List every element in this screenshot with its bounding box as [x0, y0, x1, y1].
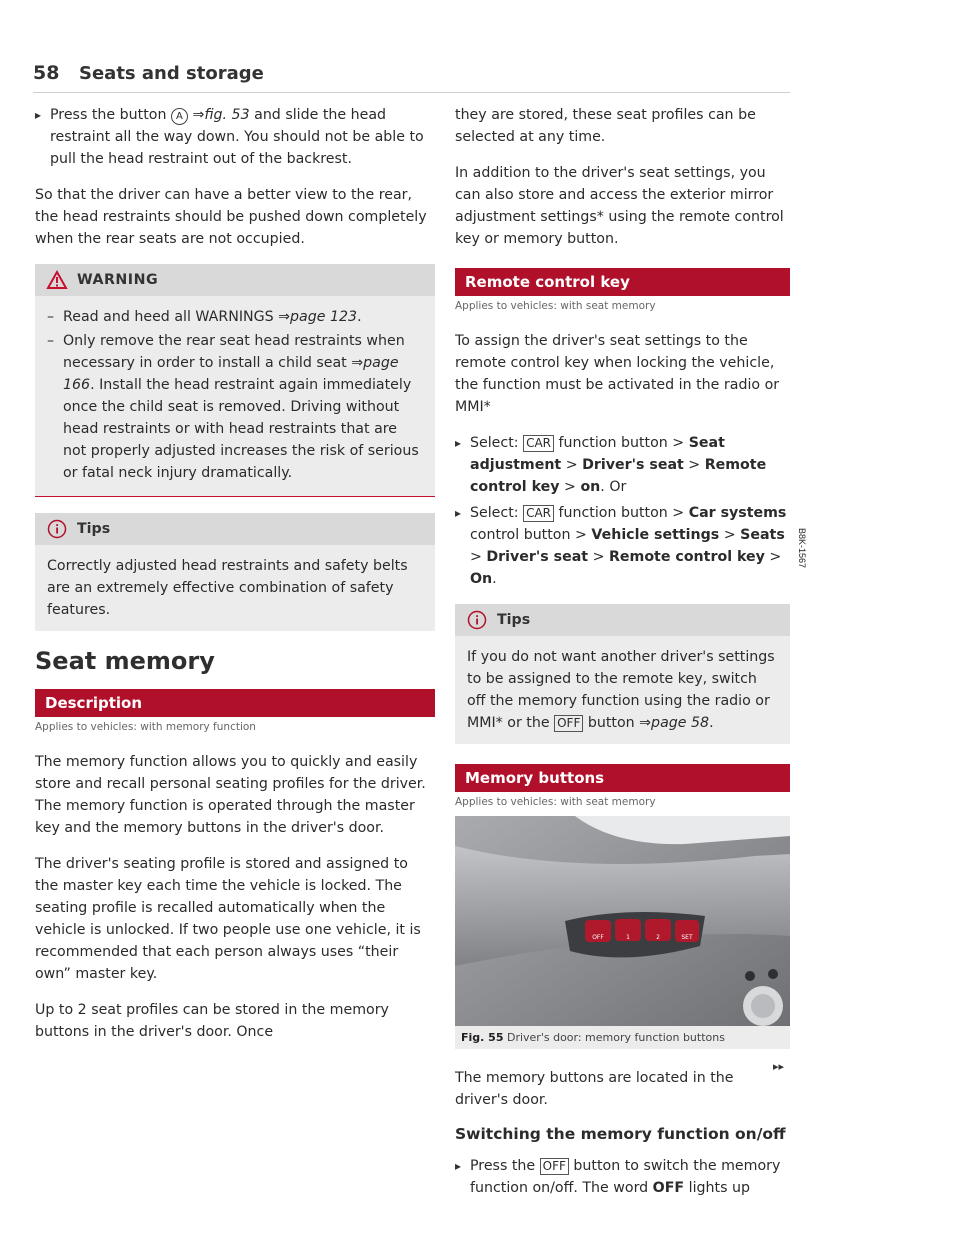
- warning-title: WARNING: [77, 272, 159, 288]
- instruction-bullet: [455, 1155, 790, 1199]
- warning-body: [35, 296, 435, 496]
- text: Press the button: [50, 107, 171, 123]
- car-key-label: CAR: [523, 505, 554, 522]
- memory-2-button-label: 2: [656, 934, 660, 941]
- menu-path: Driver's seat: [582, 457, 684, 473]
- info-icon: [47, 519, 67, 539]
- tips-box: [455, 604, 790, 744]
- circle-a-label: A: [171, 108, 188, 125]
- right-column: [455, 104, 807, 1213]
- text: and slide the head restraint all the way down. You should not be able to pull the head restraint out of the backrest.: [50, 107, 424, 167]
- tips-title: Tips: [497, 612, 531, 628]
- paragraph: The memory function allows you to quickly and easily store and recall personal seating profiles for the driver. The memory function is operated through the master key and the memory buttons in the driver's door.: [35, 754, 426, 836]
- section-title: Seats and storage: [79, 63, 264, 84]
- tips-header: [455, 604, 790, 636]
- text: >: [559, 479, 581, 495]
- memory-button-labels: [585, 934, 699, 941]
- menu-path: On: [470, 571, 493, 587]
- applies-to-note: Applies to vehicles: with memory function: [35, 721, 256, 733]
- text: function button >: [554, 435, 689, 451]
- paragraph: To assign the driver's seat settings to the remote control key when locking the vehicle, the function must be activated in the radio or MMI*: [455, 333, 780, 415]
- menu-path: Vehicle settings: [591, 527, 720, 543]
- text: Press the: [470, 1158, 540, 1174]
- off-key-label: OFF: [554, 715, 583, 732]
- section-heading: Seat memory: [35, 647, 215, 675]
- text: .: [709, 715, 714, 731]
- text: lights up: [684, 1180, 750, 1196]
- off-button-label: OFF: [592, 934, 604, 941]
- instruction-bullet: [455, 432, 790, 498]
- subsection-bar-remote-control-key: Remote control key: [455, 268, 790, 296]
- warning-box: [35, 264, 435, 497]
- tips-title: Tips: [77, 521, 111, 537]
- figure-caption: [455, 1026, 790, 1049]
- text: . Or: [600, 479, 627, 495]
- applies-to-note: Applies to vehicles: with seat memory: [455, 796, 656, 808]
- menu-path: Seats: [740, 527, 785, 543]
- paragraph: In addition to the driver's seat settings, you can also store and access the exterior mirror adjustment settings* using the remote control key or memory button.: [455, 165, 784, 247]
- page-reference-link[interactable]: ⇒page 123: [278, 309, 358, 325]
- text: .: [492, 571, 497, 587]
- warning-header: [35, 264, 435, 296]
- text: Only remove the rear seat head restraints when necessary in order to install a child seat: [63, 333, 405, 371]
- paragraph: they are stored, these seat profiles can be selected at any time.: [455, 107, 756, 145]
- menu-path: on: [580, 479, 601, 495]
- page-number: 58: [33, 62, 60, 84]
- text: .: [357, 309, 362, 325]
- paragraph: Up to 2 seat profiles can be stored in the memory buttons in the driver's door. Once: [35, 1002, 389, 1040]
- text: Driver's door: memory function buttons: [506, 1031, 725, 1044]
- tips-text: Correctly adjusted head restraints and safety belts are an extremely effective combination of safety features.: [47, 558, 408, 618]
- menu-path: Driver's seat: [486, 549, 589, 565]
- text: Read and heed all WARNINGS: [63, 309, 279, 325]
- text: If you do not want another driver's settings to be assigned to the remote key, switch off the memory function using the radio or MMI* or the: [467, 649, 775, 731]
- text: >: [470, 549, 487, 565]
- menu-path: Seat adjustment: [470, 435, 725, 473]
- tips-header: [35, 513, 435, 545]
- menu-path: Remote control key: [608, 549, 765, 565]
- instruction-bullet: [455, 502, 790, 590]
- text: Select:: [470, 505, 524, 521]
- text: >: [683, 457, 705, 473]
- text: button: [583, 715, 640, 731]
- text: . Install the head restraint again immediately once the child seat is removed. Driving without head restraints or with head restraints that are not properly adjusted increases the risk of serious or fatal neck injury dramatically.: [63, 377, 419, 481]
- menu-path: Car systems: [688, 505, 787, 521]
- page-reference-link[interactable]: ⇒page 166: [63, 355, 399, 393]
- page-header: [33, 62, 790, 93]
- set-button-label: SET: [681, 934, 693, 941]
- bold-text: OFF: [652, 1180, 685, 1196]
- paragraph: The driver's seating profile is stored and assigned to the master key each time the vehicle is locked. The seating profile is recalled automatically when the vehicle is unlocked. If two people use one vehicle, it is recommended that each person always uses “their own” master key.: [35, 856, 421, 982]
- applies-to-note: Applies to vehicles: with seat memory: [455, 300, 656, 312]
- subsection-bar-description: Description: [35, 689, 435, 717]
- off-key-label: OFF: [540, 1158, 569, 1175]
- warning-item: [47, 306, 423, 328]
- figure-label: Fig. 55: [461, 1031, 504, 1044]
- paragraph: So that the driver can have a better view to the rear, the head restraints should be pushed down completely when the rear seats are not occupied.: [35, 187, 427, 247]
- text: >: [719, 527, 741, 543]
- text: function button >: [554, 505, 689, 521]
- text: >: [588, 549, 609, 565]
- page-reference-link[interactable]: ⇒page 58: [639, 715, 710, 731]
- tips-text: [455, 636, 790, 744]
- text: >: [561, 457, 583, 473]
- warning-triangle-icon: [47, 271, 67, 289]
- text: Select:: [470, 435, 524, 451]
- info-icon: [467, 610, 487, 630]
- warning-item: [47, 330, 423, 484]
- paragraph: The memory buttons are located in the driver's door.: [455, 1070, 734, 1108]
- left-column: [35, 104, 435, 1057]
- instruction-bullet: [35, 104, 435, 170]
- memory-1-button-label: 1: [626, 934, 630, 941]
- figure-code: B8K-1567: [797, 528, 807, 569]
- continued-marker: ▸▸: [773, 1060, 785, 1073]
- text: control button >: [470, 527, 592, 543]
- car-key-label: CAR: [523, 435, 554, 452]
- subheading: Switching the memory function on/off: [455, 1125, 786, 1143]
- tips-box: [35, 513, 435, 631]
- subsection-bar-memory-buttons: Memory buttons: [455, 764, 790, 792]
- text: button to switch the memory function on/off. The word: [470, 1158, 781, 1196]
- menu-path: Remote control key: [470, 457, 767, 495]
- text: >: [764, 549, 782, 565]
- figure-reference-link[interactable]: ⇒fig. 53: [192, 107, 250, 123]
